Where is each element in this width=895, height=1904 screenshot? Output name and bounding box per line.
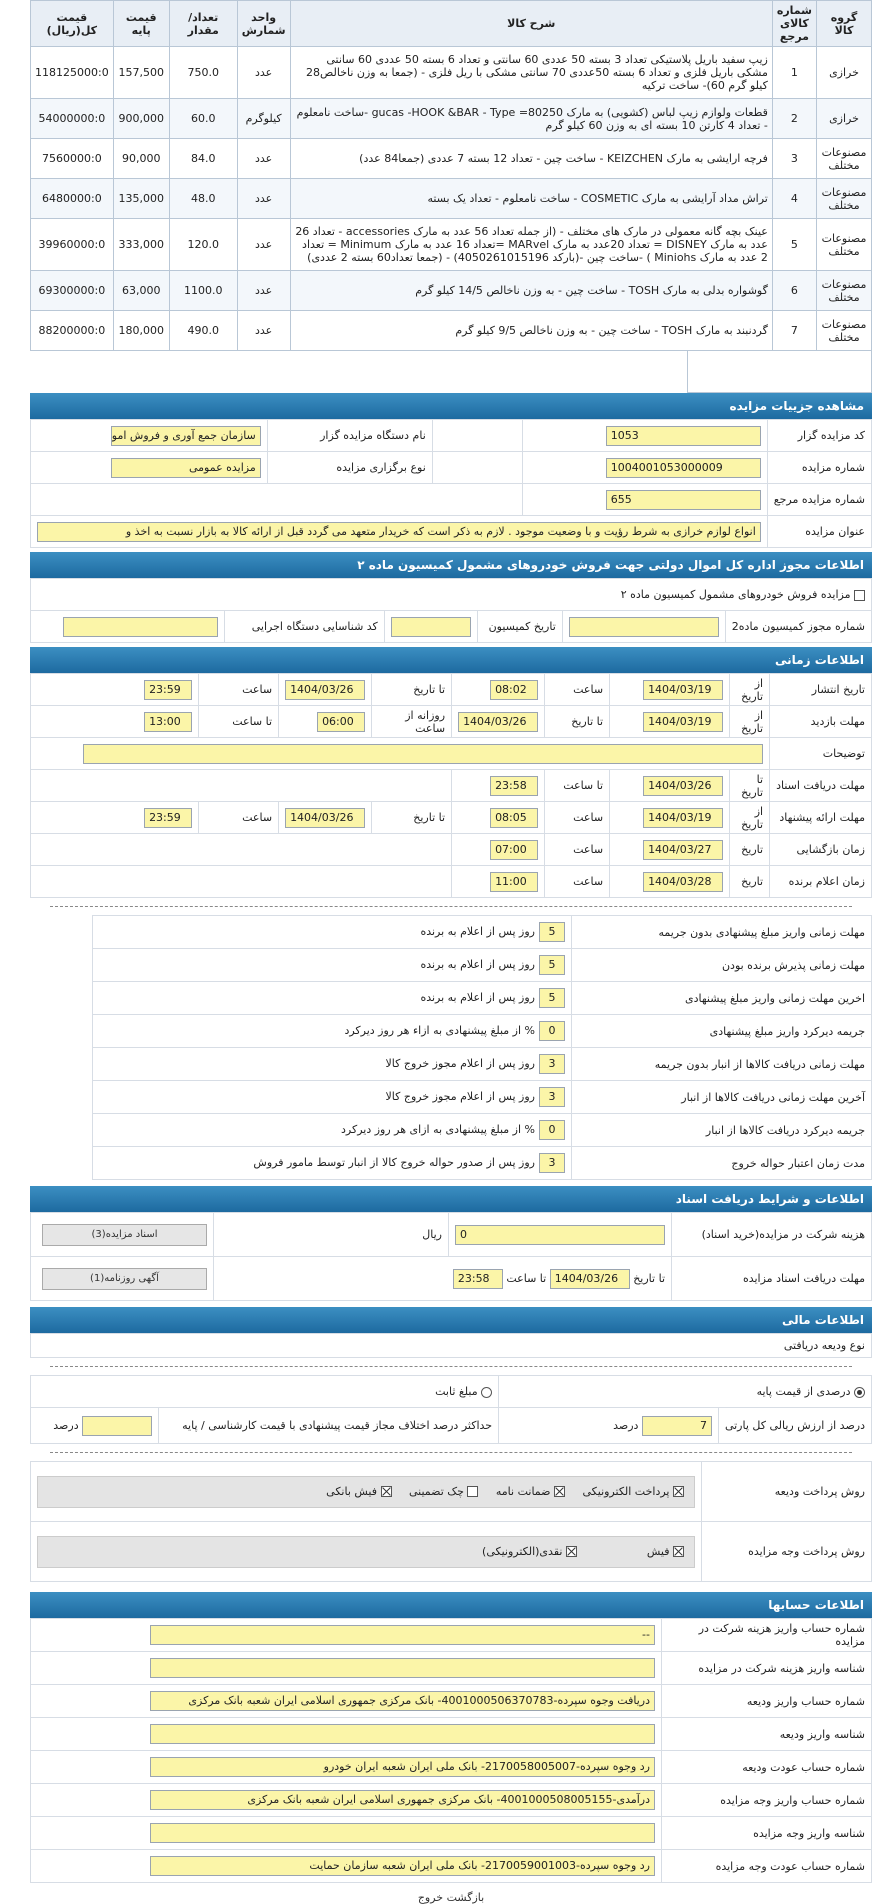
items-table bbox=[30, 0, 872, 351]
rule-label: جریمه دیرکرد واریز مبلغ پیشنهادی bbox=[572, 1015, 872, 1048]
account-value-field[interactable]: رد وجوه سپرده-2170058005007- بانک ملی ایران شعبه ایران خودرو bbox=[150, 1757, 655, 1777]
newspaper-ad-button[interactable]: آگهی روزنامه(1) bbox=[42, 1268, 207, 1290]
cell-group: خرازی bbox=[817, 47, 872, 99]
rule-value-field[interactable]: 0 bbox=[539, 1120, 565, 1140]
cell-ref: 7 bbox=[772, 311, 816, 351]
opening-time-field[interactable]: 07:00 bbox=[490, 840, 538, 860]
publish-label: تاریخ انتشار bbox=[770, 674, 872, 706]
visit-daily-to-field[interactable]: 13:00 bbox=[144, 712, 192, 732]
account-label: شناسه واریز هزینه شرکت در مزایده bbox=[662, 1652, 872, 1685]
fixed-radio[interactable] bbox=[481, 1387, 492, 1398]
cell-total: 6480000:0 bbox=[31, 179, 114, 219]
permit-section-title: اطلاعات مجوز اداره کل اموال دولتی جهت فروش خودروهای مشمول کمیسیون ماده ۲ bbox=[30, 552, 872, 578]
winner-time-label: ساعت bbox=[545, 866, 610, 898]
rule-value-field[interactable]: 5 bbox=[539, 922, 565, 942]
payment-grid bbox=[30, 1461, 872, 1582]
cell-total: 88200000:0 bbox=[31, 311, 114, 351]
account-value-cell bbox=[31, 1652, 662, 1685]
account-value-field[interactable]: رد وجوه سپرده-2170059001003- بانک ملی ایران شعبه سازمان حمایت bbox=[150, 1856, 655, 1876]
cell-unit-price: 157,500 bbox=[113, 47, 169, 99]
header-desc: شرح کالا bbox=[290, 1, 772, 47]
account-label: شماره حساب عودت وجه مزایده bbox=[662, 1850, 872, 1883]
cell-unit: عدد bbox=[237, 219, 290, 271]
auctioneer-code-label: کد مزایده گزار bbox=[767, 420, 871, 452]
max-diff-field[interactable] bbox=[82, 1416, 152, 1436]
publish-to-time-label: ساعت bbox=[199, 674, 279, 706]
account-row bbox=[31, 1850, 872, 1883]
rule-value-cell bbox=[93, 1147, 572, 1180]
offer-from-label: از تاریخ bbox=[730, 802, 770, 834]
vehicle-auction-checkbox[interactable] bbox=[854, 590, 865, 601]
docs-section-title: اطلاعات و شرایط دریافت اسناد bbox=[30, 1186, 872, 1212]
rule-row bbox=[93, 1147, 872, 1180]
rule-suffix: روز پس از اعلام مجوز خروج کالا bbox=[385, 1090, 535, 1103]
header-unit: واحد شمارش bbox=[237, 1, 290, 47]
cell-unit-price: 180,000 bbox=[113, 311, 169, 351]
guarantee-label: ضمانت نامه bbox=[495, 1484, 551, 1498]
pay-cash-checkbox[interactable] bbox=[566, 1546, 577, 1557]
pct-suffix: درصد bbox=[613, 1418, 639, 1432]
rule-value-cell bbox=[93, 1015, 572, 1048]
visit-to-time-label: تا ساعت bbox=[199, 706, 279, 738]
exec-code-field[interactable] bbox=[63, 617, 218, 637]
publish-to-time-field[interactable]: 23:59 bbox=[144, 680, 192, 700]
electronic-checkbox[interactable] bbox=[673, 1486, 684, 1497]
account-label: شناسه واریز وجه مزایده bbox=[662, 1817, 872, 1850]
rule-suffix: روز پس از اعلام به برنده bbox=[420, 958, 535, 971]
accounts-grid bbox=[30, 1618, 872, 1883]
holding-type-label: نوع برگزاری مزایده bbox=[267, 452, 432, 484]
rule-value-cell bbox=[93, 1081, 572, 1114]
doc-deadline-date-field[interactable]: 1404/03/26 bbox=[643, 776, 723, 796]
rule-label: مهلت زمانی دریافت کالاها از انبار بدون جریمه bbox=[572, 1048, 872, 1081]
cell-group: مصنوعات مختلف bbox=[817, 311, 872, 351]
back-link[interactable]: بازگشت bbox=[446, 1891, 485, 1904]
rules-grid bbox=[92, 915, 872, 1180]
account-label: شماره حساب واریز ودیعه bbox=[662, 1685, 872, 1718]
cell-total: 7560000:0 bbox=[31, 139, 114, 179]
offer-to-field[interactable]: 1404/03/26 bbox=[285, 808, 365, 828]
items-footer-box bbox=[687, 351, 872, 393]
exit-link[interactable]: خروج bbox=[417, 1891, 444, 1904]
cell-qty: 490.0 bbox=[169, 311, 237, 351]
publish-from-field[interactable]: 1404/03/19 bbox=[643, 680, 723, 700]
rule-row bbox=[93, 1048, 872, 1081]
cell-unit-price: 333,000 bbox=[113, 219, 169, 271]
rule-value-field[interactable]: 0 bbox=[539, 1021, 565, 1041]
cell-desc: فرچه ارایشی به مارک KEIZCHEN - ساخت چین - تعداد 12 بسته 7 عددی (جمعا84 عدد) bbox=[290, 139, 772, 179]
winner-label: زمان اعلام برنده bbox=[770, 866, 872, 898]
electronic-label: پرداخت الکترونیکی bbox=[582, 1484, 670, 1498]
rule-value-field[interactable]: 5 bbox=[539, 988, 565, 1008]
slip-label: فیش بانکی bbox=[326, 1484, 377, 1498]
cell-qty: 60.0 bbox=[169, 99, 237, 139]
divider-3 bbox=[50, 1452, 852, 1453]
max-diff-suffix: درصد bbox=[53, 1418, 79, 1432]
cell-ref: 2 bbox=[772, 99, 816, 139]
deposit-method-label: روش پرداخت ودیعه bbox=[702, 1462, 872, 1522]
offer-to-label: تا تاریخ bbox=[372, 802, 452, 834]
visit-daily-label: روزانه از ساعت bbox=[372, 706, 452, 738]
fixed-radio-label: مبلغ ثابت bbox=[435, 1385, 478, 1398]
cell-qty: 84.0 bbox=[169, 139, 237, 179]
ref-no-label: شماره مزایده مرجع bbox=[767, 484, 871, 516]
rule-label: مهلت زمانی پذیرش برنده بودن bbox=[572, 949, 872, 982]
finance-section-title: اطلاعات مالی bbox=[30, 1307, 872, 1333]
cell-unit-price: 90,000 bbox=[113, 139, 169, 179]
rule-suffix: روز پس از اعلام به برنده bbox=[420, 925, 535, 938]
permit-grid bbox=[30, 578, 872, 643]
rule-suffix: % از مبلغ پیشنهادی به ازاء هر روز دیرکرد bbox=[344, 1024, 535, 1037]
fee-label: هزینه شرکت در مزایده(خرید اسناد) bbox=[672, 1213, 872, 1257]
header-ref: شماره کالای مرجع bbox=[772, 1, 816, 47]
percent-radio-label: درصدی از قیمت پایه bbox=[756, 1385, 851, 1398]
exec-code-label: کد شناسایی دستگاه اجرایی bbox=[224, 611, 384, 643]
cell-group: مصنوعات مختلف bbox=[817, 179, 872, 219]
table-row bbox=[31, 271, 872, 311]
cell-ref: 4 bbox=[772, 179, 816, 219]
pay-slip-checkbox[interactable] bbox=[673, 1546, 684, 1557]
publish-to-label: تا تاریخ bbox=[372, 674, 452, 706]
account-label: شماره حساب واریز هزینه شرکت در مزایده bbox=[662, 1619, 872, 1652]
cell-total: 54000000:0 bbox=[31, 99, 114, 139]
doc-deadline-time-field[interactable]: 23:58 bbox=[490, 776, 538, 796]
offer-from-time-field[interactable]: 08:05 bbox=[490, 808, 538, 828]
rule-row bbox=[93, 982, 872, 1015]
subject-label: عنوان مزایده bbox=[767, 516, 871, 548]
permit-date-field[interactable] bbox=[391, 617, 471, 637]
account-row bbox=[31, 1619, 872, 1652]
visit-daily-from-field[interactable]: 06:00 bbox=[317, 712, 365, 732]
details-grid bbox=[30, 419, 872, 548]
visit-from-label: از تاریخ bbox=[730, 706, 770, 738]
account-value-field[interactable]: -- bbox=[150, 1625, 655, 1645]
items-footer-space bbox=[30, 351, 872, 393]
account-value-field[interactable]: دریافت وجوه سپرده-4001000506370783- بانک مرکزی جمهوری اسلامی ایران شعبه بانک مرکزی bbox=[150, 1691, 655, 1711]
cheque-checkbox[interactable] bbox=[467, 1486, 478, 1497]
table-row bbox=[31, 47, 872, 99]
auctioneer-code-field[interactable]: 1053 bbox=[606, 426, 761, 446]
cell-group: مصنوعات مختلف bbox=[817, 219, 872, 271]
cell-desc: تراش مداد آرایشی به مارک COSMETIC - ساخت نامعلوم - تعداد یک بسته bbox=[290, 179, 772, 219]
offer-to-time-label: ساعت bbox=[199, 802, 279, 834]
cell-qty: 1100.0 bbox=[169, 271, 237, 311]
cell-desc: گردنبند به مارک TOSH - ساخت چین - به وزن ناخالص 9/5 کیلو گرم bbox=[290, 311, 772, 351]
cell-unit-price: 63,000 bbox=[113, 271, 169, 311]
account-value-field[interactable] bbox=[150, 1724, 655, 1744]
pct-total-label: درصد از ارزش ریالی کل پارتی bbox=[718, 1408, 871, 1444]
account-row bbox=[31, 1718, 872, 1751]
rule-row bbox=[93, 1081, 872, 1114]
org-name-label: نام دستگاه مزایده گزار bbox=[267, 420, 432, 452]
items-header-row bbox=[31, 1, 872, 47]
publish-from-time-field[interactable]: 08:02 bbox=[490, 680, 538, 700]
permit-no-field[interactable] bbox=[569, 617, 719, 637]
rule-suffix: روز پس از اعلام به برنده bbox=[420, 991, 535, 1004]
rule-suffix: روز پس از اعلام مجوز خروج کالا bbox=[385, 1057, 535, 1070]
winner-time-field[interactable]: 11:00 bbox=[490, 872, 538, 892]
account-row bbox=[31, 1685, 872, 1718]
timing-section-title: اطلاعات زمانی bbox=[30, 647, 872, 673]
cell-group: خرازی bbox=[817, 99, 872, 139]
visit-label: مهلت بازدید bbox=[770, 706, 872, 738]
rule-label: مهلت زمانی واریز مبلغ پیشنهادی بدون جریمه bbox=[572, 916, 872, 949]
cell-unit-price: 900,000 bbox=[113, 99, 169, 139]
table-row bbox=[31, 99, 872, 139]
docs-to-time-label: تا ساعت bbox=[506, 1271, 547, 1285]
account-label: شماره حساب واریز وجه مزایده bbox=[662, 1784, 872, 1817]
opening-time-label: ساعت bbox=[545, 834, 610, 866]
table-row bbox=[31, 139, 872, 179]
rule-suffix: % از مبلغ پیشنهادی به ازای هر روز دیرکرد bbox=[341, 1123, 535, 1136]
doc-deadline-to-label: تا تاریخ bbox=[730, 770, 770, 802]
table-row bbox=[31, 219, 872, 271]
cell-total: 39960000:0 bbox=[31, 219, 114, 271]
account-row bbox=[31, 1784, 872, 1817]
visit-to-field[interactable]: 1404/03/26 bbox=[458, 712, 538, 732]
cell-desc: قطعات ولوازم زیپ لباس (کشویی) به مارک gucas -HOOK &BAR - Type =80250 -ساخت نامعلوم - تعداد 4 کارتن 10 بسته ای به وزن 60 کیلو گرم bbox=[290, 99, 772, 139]
pay-cash-label: نقدی(الکترونیکی) bbox=[482, 1544, 563, 1558]
rule-row bbox=[93, 1015, 872, 1048]
opening-label: زمان بازگشایی bbox=[770, 834, 872, 866]
rule-suffix: روز پس از صدور حواله خروج کالا از انبار توسط مامور فروش bbox=[253, 1156, 535, 1169]
finance-grid-2 bbox=[30, 1375, 872, 1444]
rule-label: مدت زمان اعتبار حواله خروج bbox=[572, 1147, 872, 1180]
notes-label: توضیحات bbox=[770, 738, 872, 770]
permit-no-label: شماره مجوز کمیسیون ماده2 bbox=[725, 611, 871, 643]
subject-field[interactable]: انواع لوازم خرازی به شرط رؤیت و با وضعیت موجود . لازم به ذکر است که خریدار متعهد می گردد قبل از ارائه کالا به بازار نسبت به اخذ و bbox=[37, 522, 761, 542]
rule-label: آخرین مهلت زمانی دریافت کالاها از انبار bbox=[572, 1081, 872, 1114]
offer-time-label: ساعت bbox=[545, 802, 610, 834]
doc-deadline-time-label: تا ساعت bbox=[545, 770, 610, 802]
cell-unit: عدد bbox=[237, 271, 290, 311]
payment-method-box bbox=[37, 1536, 695, 1568]
winner-date-label: تاریخ bbox=[730, 866, 770, 898]
details-section-title: مشاهده جزییات مزایده bbox=[30, 393, 872, 419]
cell-unit: کیلوگرم bbox=[237, 99, 290, 139]
rule-value-field[interactable]: 3 bbox=[539, 1153, 565, 1173]
slip-checkbox[interactable] bbox=[381, 1486, 392, 1497]
account-value-field[interactable] bbox=[150, 1658, 655, 1678]
cell-ref: 3 bbox=[772, 139, 816, 179]
cell-unit: عدد bbox=[237, 311, 290, 351]
rule-value-field[interactable]: 3 bbox=[539, 1087, 565, 1107]
cell-ref: 5 bbox=[772, 219, 816, 271]
cell-unit-price: 135,000 bbox=[113, 179, 169, 219]
account-value-cell bbox=[31, 1619, 662, 1652]
rule-value-cell bbox=[93, 1114, 572, 1147]
account-value-cell bbox=[31, 1685, 662, 1718]
account-row bbox=[31, 1652, 872, 1685]
cell-desc: زیپ سفید باریل پلاستیکی تعداد 3 بسته 50 عددی 60 سانتی و تعداد 6 بسته 50 عددی 60 سانتی مشکی باریل فلزی و تعداد 6 بسته 50عددی 70 سانتی مشکی با ریل فلزی - (جمعا به وزن ناخالص28 کیلو گرم 60)- ساخت ترکیه bbox=[290, 47, 772, 99]
account-row bbox=[31, 1817, 872, 1850]
account-row bbox=[31, 1751, 872, 1784]
vehicle-auction-label: مزایده فروش خودروهای مشمول کمیسیون ماده ۲ bbox=[620, 588, 851, 601]
rule-value-field[interactable]: 3 bbox=[539, 1054, 565, 1074]
divider-2 bbox=[50, 1366, 852, 1367]
visit-to-label: تا تاریخ bbox=[545, 706, 610, 738]
cell-group: مصنوعات مختلف bbox=[817, 139, 872, 179]
cell-unit: عدد bbox=[237, 139, 290, 179]
doc-download-button[interactable]: اسناد مزایده(3) bbox=[42, 1224, 207, 1246]
cell-total: 118125000:0 bbox=[31, 47, 114, 99]
org-name-field[interactable]: سازمان جمع آوری و فروش امو bbox=[111, 426, 261, 446]
rule-value-cell bbox=[93, 916, 572, 949]
docs-date-field[interactable]: 1404/03/26 bbox=[550, 1269, 630, 1289]
notes-field[interactable] bbox=[83, 744, 763, 764]
cell-desc: گوشواره بدلی به مارک TOSH - ساخت چین - به وزن ناخالص 14/5 کیلو گرم bbox=[290, 271, 772, 311]
opening-date-label: تاریخ bbox=[730, 834, 770, 866]
account-value-cell bbox=[31, 1784, 662, 1817]
cheque-label: چک تضمینی bbox=[408, 1484, 464, 1498]
divider bbox=[50, 906, 852, 907]
account-value-cell bbox=[31, 1850, 662, 1883]
max-diff-label: حداکثر درصد اختلاف مجاز قیمت پیشنهادی با قیمت کارشناسی / پایه bbox=[159, 1408, 499, 1444]
timing-grid bbox=[30, 673, 872, 898]
holding-type-field[interactable]: مزایده عمومی bbox=[111, 458, 261, 478]
header-group: گروه کالا bbox=[817, 1, 872, 47]
offer-label: مهلت ارائه پیشنهاد bbox=[770, 802, 872, 834]
cell-desc: عینک بچه گانه معمولی در مارک های مختلف - (از جمله تعداد 56 عدد به مارک accessories - تعداد 26 عدد به مارک DISNEY = تعداد 20عدد به مارک MARvel =تعداد 16 عدد به مارک Minimum = تعداد 2 عدد به مارک Miniohs ) -ساخت چین -(بارکد 4050261015196) - (جمعا تعداد60 بسته 2 عددی) bbox=[290, 219, 772, 271]
docs-grid bbox=[30, 1212, 872, 1301]
percent-radio[interactable] bbox=[854, 1387, 865, 1398]
offer-from-field[interactable]: 1404/03/19 bbox=[643, 808, 723, 828]
finance-grid bbox=[30, 1333, 872, 1358]
account-label: شماره حساب عودت ودیعه bbox=[662, 1751, 872, 1784]
docs-deadline-label: مهلت دریافت اسناد مزایده bbox=[672, 1257, 872, 1301]
ref-no-field[interactable]: 655 bbox=[606, 490, 761, 510]
account-label: شناسه واریز ودیعه bbox=[662, 1718, 872, 1751]
opening-date-field[interactable]: 1404/03/27 bbox=[643, 840, 723, 860]
cell-ref: 6 bbox=[772, 271, 816, 311]
publish-to-field[interactable]: 1404/03/26 bbox=[285, 680, 365, 700]
auction-no-label: شماره مزایده bbox=[767, 452, 871, 484]
table-row bbox=[31, 179, 872, 219]
visit-from-field[interactable]: 1404/03/19 bbox=[643, 712, 723, 732]
cell-ref: 1 bbox=[772, 47, 816, 99]
guarantee-checkbox[interactable] bbox=[554, 1486, 565, 1497]
header-unit-price: قیمت پایه bbox=[113, 1, 169, 47]
cell-unit: عدد bbox=[237, 179, 290, 219]
currency-label: ریال bbox=[214, 1213, 449, 1257]
rule-value-field[interactable]: 5 bbox=[539, 955, 565, 975]
rule-row bbox=[93, 916, 872, 949]
rule-value-cell bbox=[93, 949, 572, 982]
cell-qty: 48.0 bbox=[169, 179, 237, 219]
rule-label: اخرین مهلت زمانی واریز مبلغ پیشنهادی bbox=[572, 982, 872, 1015]
account-value-cell bbox=[31, 1718, 662, 1751]
docs-time-field[interactable]: 23:58 bbox=[453, 1269, 503, 1289]
cell-group: مصنوعات مختلف bbox=[817, 271, 872, 311]
cell-qty: 120.0 bbox=[169, 219, 237, 271]
account-value-cell bbox=[31, 1817, 662, 1850]
pct-value-field[interactable]: 7 bbox=[642, 1416, 712, 1436]
pay-slip-label: فیش bbox=[646, 1544, 670, 1558]
account-value-field[interactable]: درآمدی-4001000508005155- بانک مرکزی جمهوری اسلامی ایران شعبه بانک مرکزی bbox=[150, 1790, 655, 1810]
accounts-section-title: اطلاعات حسابها bbox=[30, 1592, 872, 1618]
account-value-field[interactable] bbox=[150, 1823, 655, 1843]
deposit-method-box bbox=[37, 1476, 695, 1508]
account-value-cell bbox=[31, 1751, 662, 1784]
header-total: قیمت کل(ریال) bbox=[31, 1, 114, 47]
fee-field[interactable]: 0 bbox=[455, 1225, 665, 1245]
auction-no-field[interactable]: 1004001053000009 bbox=[606, 458, 761, 478]
winner-date-field[interactable]: 1404/03/28 bbox=[643, 872, 723, 892]
docs-to-date-label: تا تاریخ bbox=[633, 1271, 665, 1285]
table-row bbox=[31, 311, 872, 351]
publish-time-label: ساعت bbox=[545, 674, 610, 706]
cell-qty: 750.0 bbox=[169, 47, 237, 99]
rule-value-cell bbox=[93, 982, 572, 1015]
rule-row bbox=[93, 1114, 872, 1147]
deposit-type-label: نوع ودیعه دریافتی bbox=[31, 1334, 872, 1358]
offer-to-time-field[interactable]: 23:59 bbox=[144, 808, 192, 828]
doc-deadline-label: مهلت دریافت اسناد bbox=[770, 770, 872, 802]
cell-unit: عدد bbox=[237, 47, 290, 99]
permit-date-label: تاریخ کمیسیون bbox=[477, 611, 562, 643]
payment-method-label: روش پرداخت وجه مزایده bbox=[702, 1522, 872, 1582]
rule-row bbox=[93, 949, 872, 982]
cell-total: 69300000:0 bbox=[31, 271, 114, 311]
rule-label: جریمه دیرکرد دریافت کالاها از انبار bbox=[572, 1114, 872, 1147]
footer-links bbox=[30, 1891, 872, 1904]
publish-from-label: از تاریخ bbox=[730, 674, 770, 706]
rule-value-cell bbox=[93, 1048, 572, 1081]
header-qty: تعداد/مقدار bbox=[169, 1, 237, 47]
